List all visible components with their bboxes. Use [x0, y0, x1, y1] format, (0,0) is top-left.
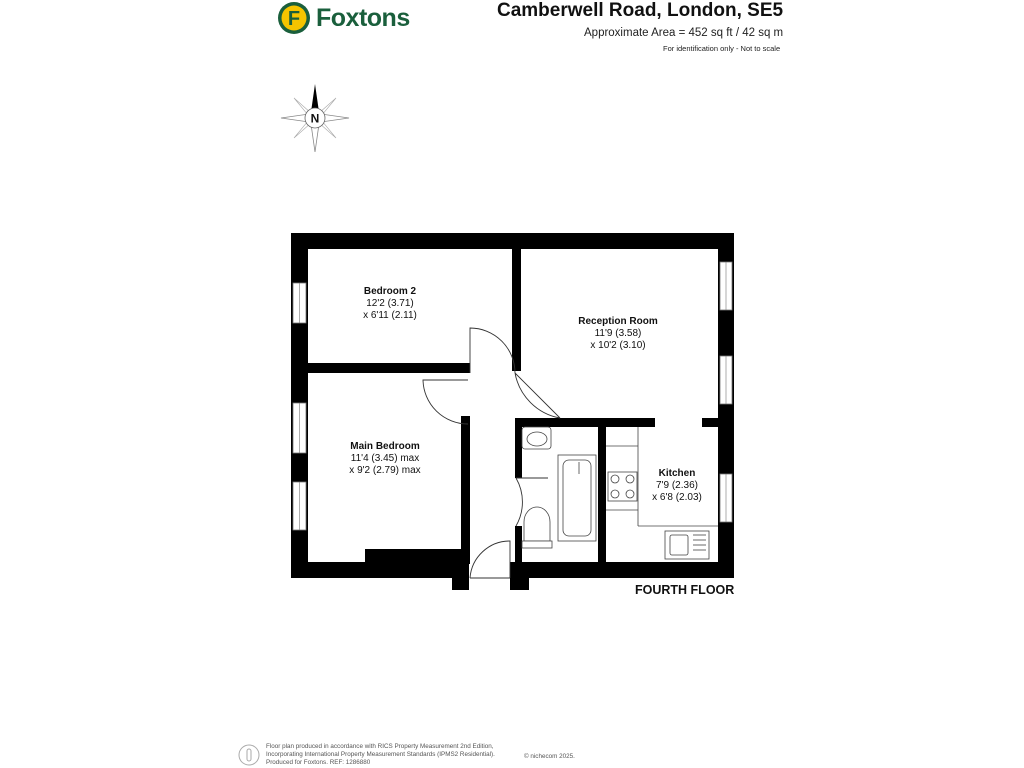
room-name: Kitchen [658, 468, 696, 479]
footer-line-3: Produced for Foxtons. REF: 1286880 [266, 759, 371, 766]
footer-line-2: Incorporating International Property Measurement Standards (IPMS2 Residential). [266, 751, 495, 758]
logo-letter: F [287, 8, 301, 30]
footer-line-1: Floor plan produced in accordance with RICS Property Measurement 2nd Edition, [266, 743, 494, 750]
room-dimension-1: 12'2 (3.71) [366, 298, 414, 309]
room-dimension-2: x 6'11 (2.11) [363, 310, 417, 321]
approximate-area: Approximate Area = 452 sq ft / 42 sq m [584, 27, 784, 39]
room-dimension-2: x 9'2 (2.79) max [349, 465, 421, 476]
room-bedroom-2 [345, 286, 435, 322]
room-name: Main Bedroom [350, 441, 420, 452]
room-dimension-2: x 10'2 (3.10) [590, 340, 646, 351]
room-dimension-2: x 6'8 (2.03) [652, 492, 702, 503]
property-address: Camberwell Road, London, SE5 [497, 0, 784, 21]
bathroom-fixtures [522, 427, 596, 548]
compass-north-label: N [310, 111, 320, 126]
room-main-bedroom [330, 441, 440, 477]
brand-name: Foxtons [316, 4, 410, 32]
floor-label: FOURTH FLOOR [635, 583, 735, 597]
room-name: Bedroom 2 [363, 286, 417, 297]
room-name: Reception Room [578, 316, 658, 327]
room-kitchen [642, 468, 712, 504]
room-dimension-1: 11'4 (3.45) max [350, 453, 420, 464]
footer-notes [266, 743, 526, 767]
footer-copyright: © nichecom 2025. [524, 753, 575, 760]
room-dimension-1: 7'9 (2.36) [656, 480, 698, 491]
room-dimension-1: 11'9 (3.58) [594, 328, 642, 339]
room-reception [562, 316, 674, 352]
ipms-badge-icon [238, 744, 260, 766]
disclaimer-note: For identification only - Not to scale [663, 44, 781, 53]
